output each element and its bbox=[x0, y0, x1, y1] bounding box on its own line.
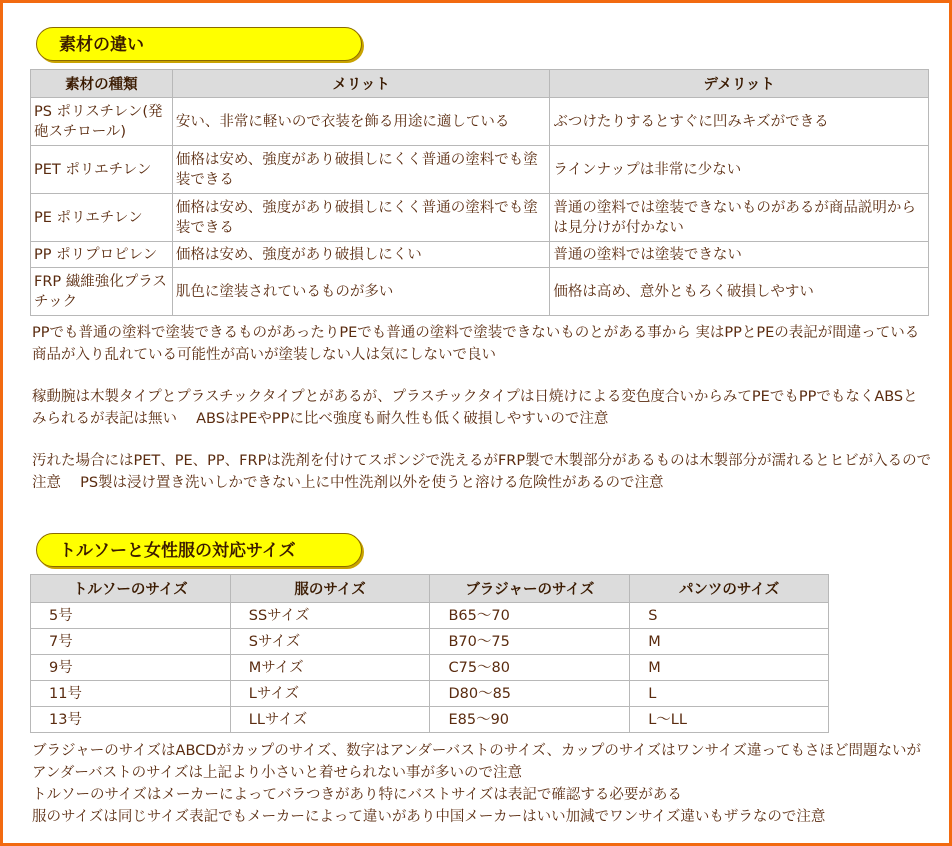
material-merit: 安い、非常に軽いので衣装を飾る用途に適している bbox=[172, 98, 550, 146]
pants-size: M bbox=[630, 655, 829, 681]
clothes-size: Mサイズ bbox=[230, 655, 430, 681]
material-demerit: 普通の塗料では塗装できない bbox=[550, 242, 929, 268]
material-merit: 価格は安め、強度があり破損しにくい bbox=[172, 242, 550, 268]
material-merit: 価格は安め、強度があり破損しにくく普通の塗料でも塗装できる bbox=[172, 146, 550, 194]
material-name: PP ポリプロピレン bbox=[31, 242, 173, 268]
bra-size: E85～90 bbox=[430, 707, 630, 733]
bra-size: B65～70 bbox=[430, 603, 630, 629]
materials-notes bbox=[32, 323, 932, 515]
torso-size: 13号 bbox=[31, 707, 231, 733]
clothes-size: SSサイズ bbox=[230, 603, 430, 629]
note-paragraph: 服のサイズは同じサイズ表記でもメーカーによって違いがあり中国メーカーはいい加減でワンサイズ違いもザラなので注意 bbox=[32, 809, 826, 825]
materials-table-header bbox=[31, 70, 929, 98]
table-row bbox=[31, 629, 829, 655]
material-name: PE ポリエチレン bbox=[31, 194, 173, 242]
header-material-type: 素材の種類 bbox=[31, 70, 173, 98]
pants-size: S bbox=[630, 603, 829, 629]
torso-size: 5号 bbox=[31, 603, 231, 629]
material-name: FRP 繊維強化プラスチック bbox=[31, 268, 173, 316]
note-paragraph: PPでも普通の塗料で塗装できるものがあったりPEでも普通の塗料で塗装できないものとがある事から 実はPPとPEの表記が間違っている商品が入り乱れている可能性が高いが塗装しない人は気にしないで良い bbox=[32, 325, 920, 363]
table-row bbox=[31, 707, 829, 733]
material-merit: 肌色に塗装されているものが多い bbox=[172, 268, 550, 316]
header-clothes-size: 服のサイズ bbox=[230, 575, 430, 603]
material-demerit: 価格は高め、意外ともろく破損しやすい bbox=[550, 268, 929, 316]
material-demerit: 普通の塗料では塗装できないものがあるが商品説明からは見分けが付かない bbox=[550, 194, 929, 242]
torso-size: 7号 bbox=[31, 629, 231, 655]
material-demerit: ラインナップは非常に少ない bbox=[550, 146, 929, 194]
table-row bbox=[31, 681, 829, 707]
pants-size: M bbox=[630, 629, 829, 655]
material-merit: 価格は安め、強度があり破損しにくく普通の塗料でも塗装できる bbox=[172, 194, 550, 242]
sizes-notes bbox=[32, 740, 932, 828]
table-row bbox=[31, 146, 929, 194]
table-row bbox=[31, 655, 829, 681]
table-row bbox=[31, 603, 829, 629]
header-pants-size: パンツのサイズ bbox=[630, 575, 829, 603]
note-paragraph: ブラジャーのサイズはABCDがカップのサイズ、数字はアンダーバストのサイズ、カップのサイズはワンサイズ違ってもさほど問題ないがアンダーバストのサイズは上記より小さいと着せられない事が多いので注意 bbox=[32, 743, 922, 781]
material-name: PS ポリスチレン(発砲スチロール) bbox=[31, 98, 173, 146]
bra-size: D80～85 bbox=[430, 681, 630, 707]
note-paragraph: 汚れた場合にはPET、PE、PP、FRPは洗剤を付けてスポンジで洗えるがFRP製で木製部分があるものは木製部分が濡れるとヒビが入るので注意 PS製は浸け置き洗いしかできない上に中性洗剤以外を使うと溶ける危険性があるので注意 bbox=[32, 453, 932, 491]
section-title-materials: 素材の違い bbox=[36, 27, 362, 61]
note-paragraph: 稼動腕は木製タイプとプラスチックタイプとがあるが、プラスチックタイプは日焼けによる変色度合いからみてPEでもPPでもなくABSとみられるが表記は無い ABSはPEやPPに比べ強度も耐久性も低く破損しやすいので注意 bbox=[32, 389, 918, 427]
clothes-size: Lサイズ bbox=[230, 681, 430, 707]
materials-table bbox=[30, 69, 929, 316]
note-paragraph: トルソーのサイズはメーカーによってバラつきがあり特にバストサイズは表記で確認する必要がある bbox=[32, 787, 682, 803]
material-name: PET ポリエチレン bbox=[31, 146, 173, 194]
clothes-size: LLサイズ bbox=[230, 707, 430, 733]
clothes-size: Sサイズ bbox=[230, 629, 430, 655]
pants-size: L bbox=[630, 681, 829, 707]
header-demerit: デメリット bbox=[550, 70, 929, 98]
bra-size: C75～80 bbox=[430, 655, 630, 681]
bra-size: B70～75 bbox=[430, 629, 630, 655]
sizes-table bbox=[30, 574, 829, 733]
table-row bbox=[31, 98, 929, 146]
table-row bbox=[31, 194, 929, 242]
header-torso-size: トルソーのサイズ bbox=[31, 575, 231, 603]
torso-size: 11号 bbox=[31, 681, 231, 707]
table-row bbox=[31, 268, 929, 316]
header-bra-size: ブラジャーのサイズ bbox=[430, 575, 630, 603]
section-title-sizes: トルソーと女性服の対応サイズ bbox=[36, 533, 362, 567]
table-row bbox=[31, 242, 929, 268]
material-demerit: ぶつけたりするとすぐに凹みキズができる bbox=[550, 98, 929, 146]
header-merit: メリット bbox=[172, 70, 550, 98]
pants-size: L～LL bbox=[630, 707, 829, 733]
torso-size: 9号 bbox=[31, 655, 231, 681]
sizes-table-header bbox=[31, 575, 829, 603]
